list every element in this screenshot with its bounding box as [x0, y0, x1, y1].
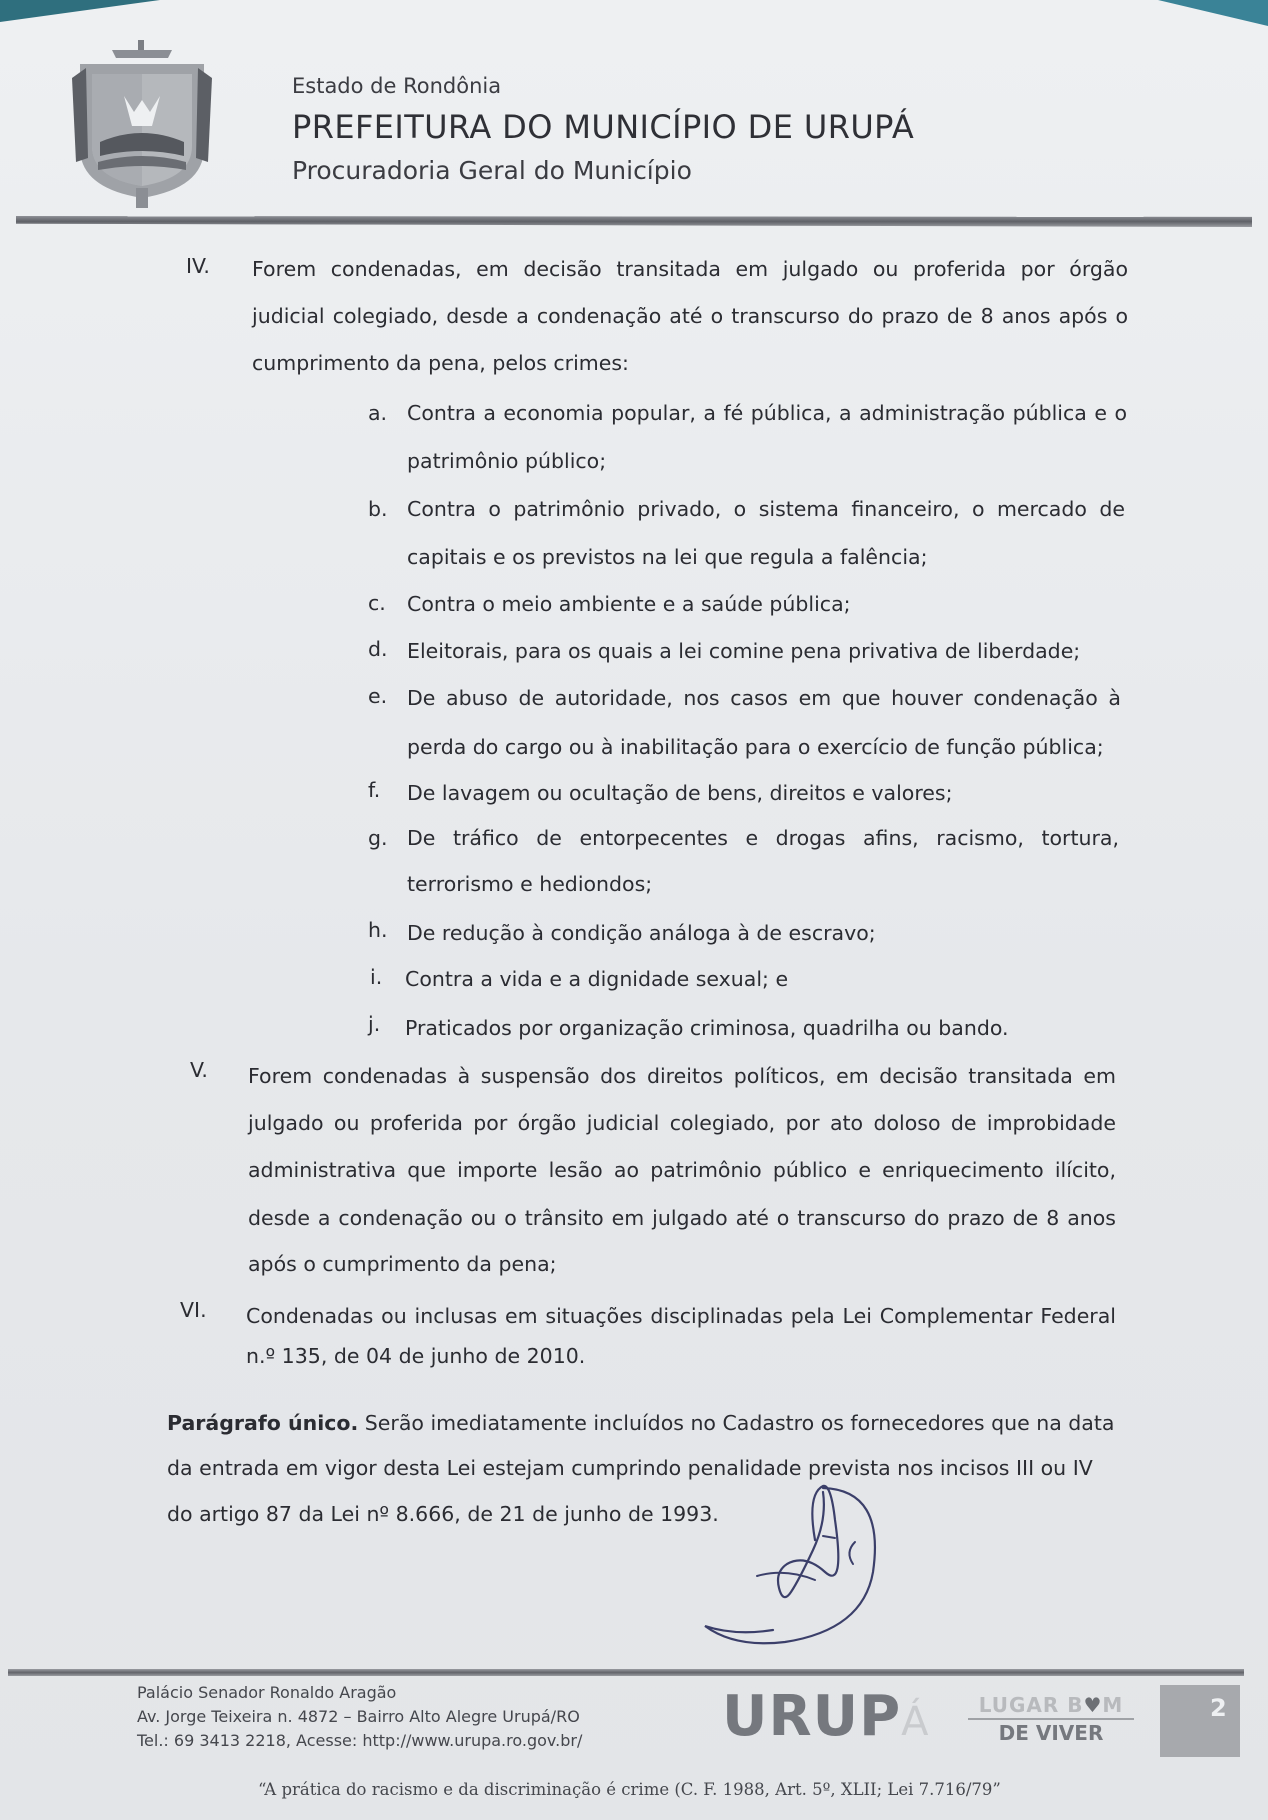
sub-item-label: b. [368, 497, 388, 521]
background-corner [1158, 0, 1268, 26]
item-text-line: administrativa que importe lesão ao patrimônio público e enriquecimento ilícito, [248, 1158, 1116, 1182]
sub-item-text: Praticados por organização criminosa, quadrilha ou bando. [405, 1016, 1009, 1040]
item-text-line: desde a condenação ou o trânsito em julgado até o transcurso do prazo de 8 anos [248, 1206, 1116, 1230]
slogan-top-a: LUGAR B [978, 1693, 1084, 1717]
item-text-line: Forem condenadas à suspensão dos direitos políticos, em decisão transitada em [248, 1064, 1116, 1088]
paragraph-line: da entrada em vigor desta Lei estejam cumprindo penalidade prevista nos incisos III ou IV [167, 1456, 1093, 1480]
sub-item-label: d. [368, 637, 388, 661]
municipal-crest-icon [72, 38, 212, 210]
paragraph-text: Serão imediatamente incluídos no Cadastro os fornecedores que na data [364, 1411, 1115, 1435]
sub-item-text: patrimônio público; [407, 449, 607, 473]
item-text-line: após o cumprimento da pena; [248, 1252, 557, 1276]
sub-item-text: Contra a vida e a dignidade sexual; e [405, 967, 789, 991]
header-state: Estado de Rondônia [292, 74, 502, 98]
sub-item-label: e. [368, 684, 388, 708]
footer-quote: “A prática do racismo e da discriminação é crime (C. F. 1988, Art. 5º, XLII; Lei 7.716/79” [258, 1780, 1001, 1799]
header-procuradoria: Procuradoria Geral do Município [292, 156, 692, 185]
background-corner [0, 0, 160, 22]
footer-address-line: Av. Jorge Teixeira n. 4872 – Bairro Alto Alegre Urupá/RO [137, 1707, 580, 1726]
item-text-line: judicial colegiado, desde a condenação até o transcurso do prazo de 8 anos após o [252, 304, 1128, 328]
sub-item-text: Contra a economia popular, a fé pública, a administração pública e o [407, 401, 1127, 425]
sub-item-label: g. [368, 826, 388, 850]
sub-item-label: f. [368, 778, 381, 802]
item-text-line: n.º 135, de 04 de junho de 2010. [246, 1344, 586, 1368]
sub-item-text: perda do cargo ou à inabilitação para o exercício de função pública; [407, 735, 1104, 759]
handwritten-signature [695, 1480, 895, 1650]
sub-item-text: De tráfico de entorpecentes e drogas afins, racismo, tortura, [407, 826, 1119, 850]
page-number-box [1160, 1685, 1240, 1757]
urupa-logo-accent: Á [901, 1699, 930, 1745]
sub-item-text: terrorismo e hediondos; [407, 872, 653, 896]
sub-item-text: De lavagem ou ocultação de bens, direitos e valores; [407, 781, 953, 805]
footer-contact-line: Tel.: 69 3413 2218, Acesse: http://www.urupa.ro.gov.br/ [137, 1731, 583, 1750]
item-text-line: julgado ou proferida por órgão judicial colegiado, por ato doloso de improbidade [248, 1111, 1116, 1135]
sub-item-text: De abuso de autoridade, nos casos em que houver condenação à [407, 686, 1121, 710]
paragraph-line [167, 1411, 1117, 1435]
slogan-logo [962, 1694, 1140, 1744]
slogan-bottom: DE VIVER [998, 1721, 1104, 1745]
header-prefeitura: PREFEITURA DO MUNICÍPIO DE URUPÁ [292, 108, 915, 146]
sub-item-text: capitais e os previstos na lei que regula a falência; [407, 545, 928, 569]
sub-item-text: Contra o patrimônio privado, o sistema financeiro, o mercado de [407, 497, 1125, 521]
item-label: IV. [186, 254, 210, 278]
sub-item-label: a. [368, 401, 388, 425]
urupa-logo [722, 1684, 929, 1749]
sub-item-label: h. [368, 918, 388, 942]
sub-item-text: Contra o meio ambiente e a saúde pública; [407, 592, 851, 616]
slogan-divider [968, 1718, 1134, 1720]
sub-item-label: c. [368, 591, 386, 615]
header-divider [16, 216, 1252, 227]
urupa-logo-text: URUP [722, 1684, 902, 1749]
slogan-top [962, 1694, 1140, 1716]
sub-item-label: i. [370, 965, 383, 989]
page-number: 2 [1210, 1694, 1227, 1722]
sub-item-text: Eleitorais, para os quais a lei comine pena privativa de liberdade; [407, 639, 1081, 663]
item-text-line: cumprimento da pena, pelos crimes: [252, 351, 629, 375]
footer-divider [8, 1669, 1244, 1676]
paragraph-lead: Parágrafo único. [167, 1411, 359, 1435]
sub-item-label: j. [368, 1012, 381, 1036]
item-text-line: Forem condenadas, em decisão transitada em julgado ou proferida por órgão [252, 257, 1128, 281]
slogan-top-b: M [1102, 1693, 1124, 1717]
item-text-line: Condenadas ou inclusas em situações disciplinadas pela Lei Complementar Federal [246, 1304, 1116, 1328]
item-label: V. [190, 1058, 208, 1082]
sub-item-text: De redução à condição análoga à de escravo; [407, 921, 876, 945]
footer-address-line: Palácio Senador Ronaldo Aragão [137, 1683, 397, 1702]
heart-icon: ♥ [1083, 1693, 1103, 1717]
item-label: VI. [180, 1298, 207, 1322]
paragraph-line: do artigo 87 da Lei nº 8.666, de 21 de junho de 1993. [167, 1502, 719, 1526]
